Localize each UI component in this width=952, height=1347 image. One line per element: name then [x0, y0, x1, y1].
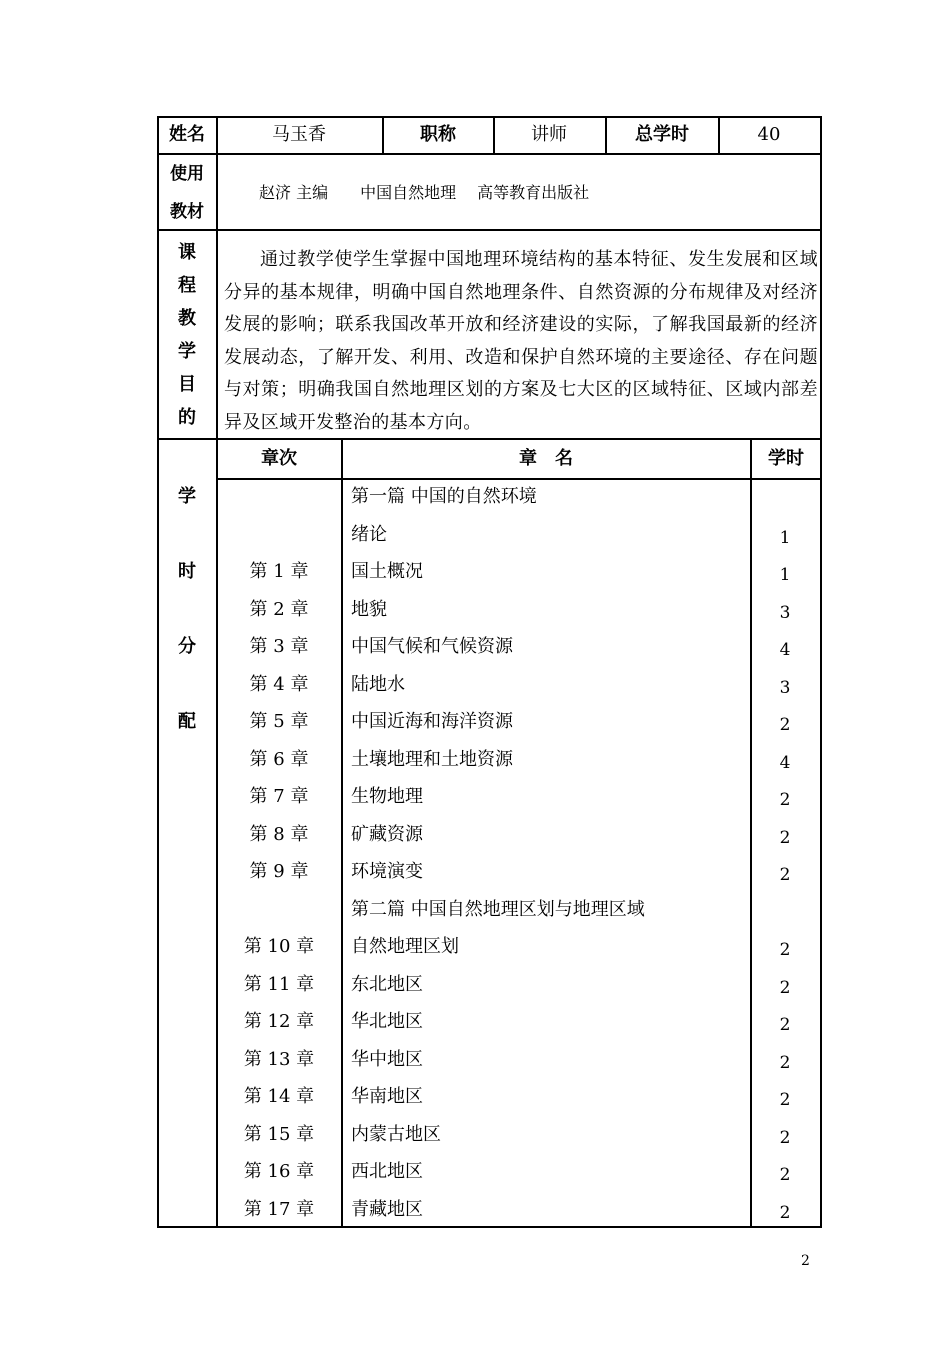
chapter-number: 第 8 章: [249, 823, 309, 845]
chapter-hours: 2: [779, 977, 791, 998]
purpose-label-char: 程: [178, 275, 196, 296]
chapter-name: 生物地理: [351, 786, 423, 807]
chapter-number: 第 3 章: [249, 636, 309, 657]
col-divider: [382, 116, 384, 155]
chapter-hours: 2: [779, 1127, 791, 1148]
col-divider: [605, 116, 607, 155]
chapter-number: 第 12 章: [243, 1011, 315, 1032]
row-divider: [157, 153, 822, 155]
chapter-name: 华北地区: [351, 1011, 423, 1032]
title-label: 职称: [420, 124, 456, 145]
chapter-number: 第 5 章: [249, 711, 309, 732]
total-hours-value: 40: [757, 124, 781, 145]
chapter-name: 绪论: [351, 523, 387, 545]
col-divider: [341, 438, 343, 1228]
title-value: 讲师: [531, 124, 567, 145]
page-number: 2: [801, 1253, 810, 1269]
purpose-label-char: 课: [178, 242, 196, 263]
chapter-hours: 2: [779, 1202, 791, 1223]
chapter-hours: 2: [779, 1015, 791, 1035]
table-border-top: [157, 116, 822, 118]
row-divider: [157, 229, 822, 231]
course-purpose-text: 通过教学使学生掌握中国地理环境结构的基本特征、发生发展和区域分异的基本规律，明确中国自然地理条件、自然资源的分布规律及对经济发展的影响；联系我国改革开放和经济建设的实际，了解我国最新的经济发展动态，了解开发、利用、改造和保护自然环境的主要途径、存在问题与对策；明确我国自然地理区划的方案及七大区的区域特征、区域内部差异及区域开发整治的基本方向。: [224, 249, 818, 433]
chapter-hours: 2: [779, 865, 791, 885]
chapter-column-header: 章次: [261, 448, 297, 469]
textbook-label-line1: 使用: [170, 164, 204, 184]
chapter-name: 第二篇 中国自然地理区划与地理区域: [351, 898, 645, 920]
chapter-name: 第一篇 中国的自然环境: [351, 486, 537, 507]
col-divider: [493, 116, 495, 155]
chapter-hours: 1: [779, 565, 791, 585]
chapter-number: 第 2 章: [249, 598, 309, 620]
chapter-name: 东北地区: [351, 973, 423, 995]
col-divider: [750, 438, 752, 1228]
chapter-number: 第 17 章: [243, 1198, 315, 1220]
chapter-name: 地貌: [351, 598, 387, 620]
chapter-name: 青藏地区: [351, 1198, 423, 1220]
chapter-number: 第 6 章: [249, 748, 309, 770]
chapter-number: 第 15 章: [243, 1123, 315, 1145]
chapter-number: 第 7 章: [249, 786, 309, 807]
purpose-label: [157, 236, 217, 434]
chapter-number: 第 14 章: [243, 1086, 315, 1107]
name-value: 马玉香: [272, 124, 326, 145]
chapter-name: 国土概况: [351, 561, 423, 582]
chapter-name: 内蒙古地区: [351, 1123, 441, 1145]
chapter-hours: 2: [779, 715, 791, 735]
chapter-name: 中国气候和气候资源: [351, 636, 513, 657]
schedule-label-char: 学: [178, 486, 196, 507]
chapter-name: 中国近海和海洋资源: [351, 711, 513, 732]
chapter-name: 华南地区: [351, 1086, 423, 1107]
chapter-hours: 2: [779, 1165, 791, 1185]
purpose-label-char: 目: [178, 374, 196, 395]
chapter-hours: 1: [779, 527, 791, 548]
chapter-hours: 2: [779, 790, 791, 810]
hours-column-header: 学时: [768, 448, 804, 469]
name-label: 姓名: [169, 124, 205, 145]
schedule-label-char: 分: [178, 636, 196, 657]
chapter-name: 自然地理区划: [351, 936, 459, 957]
chapter-number: 第 4 章: [249, 673, 309, 695]
chapter-hours: 2: [779, 1052, 791, 1073]
chapter-hours: 4: [779, 752, 791, 773]
chapter-hours: 3: [779, 677, 791, 698]
purpose-label-char: 教: [178, 308, 196, 329]
row-divider: [216, 478, 822, 480]
chapter-number: 第 9 章: [249, 861, 309, 882]
chapter-number: 第 1 章: [249, 561, 309, 582]
chapter-hours: 2: [779, 1090, 791, 1110]
chapter-number: 第 16 章: [243, 1161, 315, 1182]
textbook-label-line2: 教材: [170, 202, 204, 222]
chapter-number: 第 11 章: [243, 973, 315, 995]
chapter-hours: 3: [779, 602, 791, 623]
col-divider: [718, 116, 720, 155]
table-border-right: [820, 116, 822, 1228]
chapter-name: 陆地水: [351, 673, 405, 695]
purpose-label-char: 学: [178, 341, 196, 362]
chapter-name: 土壤地理和土地资源: [351, 748, 513, 770]
chapter-name: 矿藏资源: [351, 823, 423, 845]
chapter-name: 西北地区: [351, 1161, 423, 1182]
chapter-hours: 2: [779, 827, 791, 848]
chapter-hours: 4: [779, 640, 791, 660]
chapter-number: 第 10 章: [243, 936, 315, 957]
total-hours-label: 总学时: [635, 124, 689, 145]
schedule-label-char: 时: [178, 561, 196, 582]
table-border-bottom: [157, 1226, 822, 1228]
textbook-value: 赵济 主编 中国自然地理 高等教育出版社: [259, 183, 590, 202]
schedule-label-char: 配: [178, 711, 196, 732]
purpose-label-char: 的: [178, 407, 196, 428]
chapter-name: 华中地区: [351, 1048, 423, 1070]
chapter-name: 环境演变: [351, 861, 423, 882]
chapter-name-column-header: 章 名: [519, 448, 573, 469]
chapter-hours: 2: [779, 940, 791, 960]
chapter-number: 第 13 章: [243, 1048, 315, 1070]
